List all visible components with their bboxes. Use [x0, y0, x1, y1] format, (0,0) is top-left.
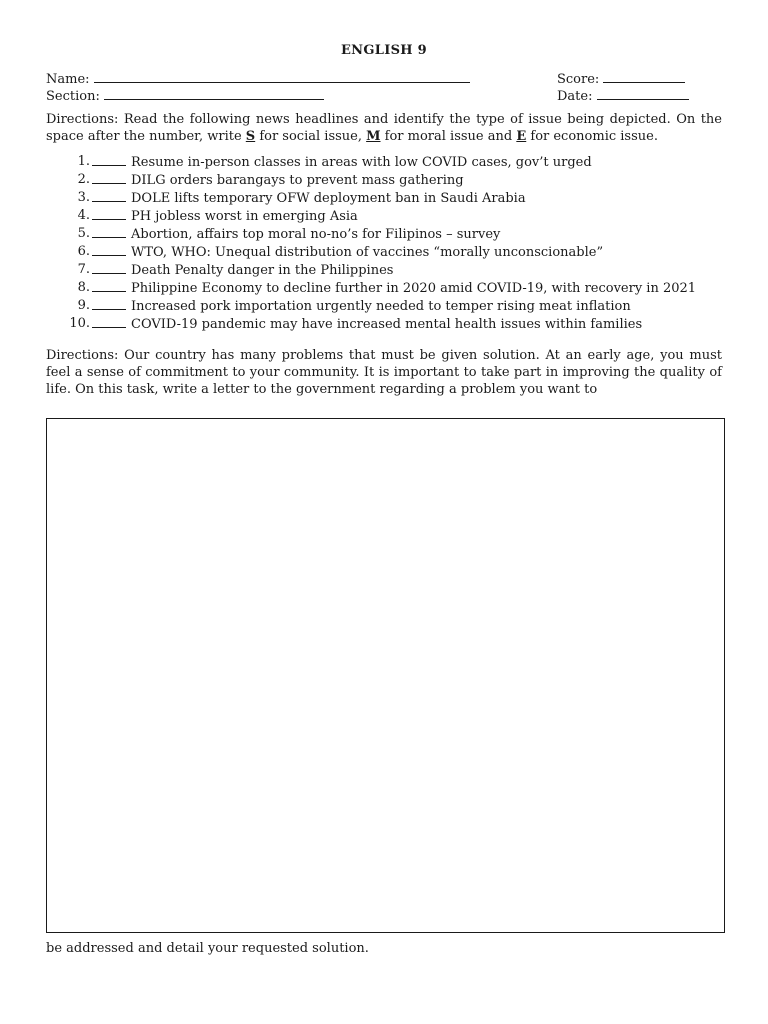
item-number: 1. [77, 154, 90, 169]
headline-text: PH jobless worst in emerging Asia [131, 209, 358, 224]
answer-blank[interactable] [92, 207, 126, 220]
item-number: 8. [77, 280, 90, 295]
answer-blank[interactable] [92, 261, 126, 274]
name-label: Name: [46, 72, 90, 87]
date-label: Date: [557, 89, 593, 104]
headline-text: Philippine Economy to decline further in 2020 amid COVID-19, with recovery in 2021 [131, 281, 697, 296]
score-label: Score: [557, 72, 600, 87]
social-code: S [245, 129, 256, 144]
answer-blank[interactable] [92, 189, 126, 202]
date-field[interactable] [557, 87, 689, 105]
list-item [46, 315, 726, 333]
date-blank[interactable] [597, 87, 689, 100]
name-field[interactable] [46, 70, 470, 88]
headline-text: Abortion, affairs top moral no-no’s for Filipinos – survey [131, 227, 501, 242]
score-blank[interactable] [603, 70, 685, 83]
item-number: 7. [77, 262, 90, 277]
answer-blank[interactable] [92, 279, 126, 292]
letter-answer-box[interactable] [46, 418, 725, 933]
item-number: 9. [77, 298, 90, 313]
item-number: 2. [77, 172, 90, 187]
answer-blank[interactable] [92, 315, 126, 328]
headline-text: Increased pork importation urgently needed to temper rising meat inflation [131, 299, 631, 314]
headline-text: WTO, WHO: Unequal distribution of vaccines “morally unconscionable” [131, 245, 604, 260]
list-item [46, 225, 726, 243]
section-label: Section: [46, 89, 100, 104]
answer-blank[interactable] [92, 297, 126, 310]
list-item [46, 171, 726, 189]
directions-part1 [46, 111, 722, 145]
headline-text: Resume in-person classes in areas with low COVID cases, gov’t urged [131, 155, 592, 170]
list-item [46, 261, 726, 279]
headline-text: Death Penalty danger in the Philippines [131, 263, 394, 278]
item-number: 10. [69, 316, 90, 331]
list-item [46, 153, 726, 171]
directions1-mid1: for social issue, [255, 129, 367, 144]
answer-blank[interactable] [92, 225, 126, 238]
directions1-prefix: Directions: Read the following news headlines and identify the type of issue being depicted. On the space after the number, write [46, 112, 722, 144]
answer-blank[interactable] [92, 243, 126, 256]
list-item [46, 243, 726, 261]
directions1-mid2: for moral issue and [380, 129, 517, 144]
item-number: 4. [77, 208, 90, 223]
headline-text: DILG orders barangays to prevent mass gathering [131, 173, 464, 188]
headline-text: DOLE lifts temporary OFW deployment ban in Saudi Arabia [131, 191, 526, 206]
section-field[interactable] [46, 87, 324, 105]
score-field[interactable] [557, 70, 685, 88]
name-blank[interactable] [94, 70, 470, 83]
list-item [46, 207, 726, 225]
list-item [46, 189, 726, 207]
page-title: ENGLISH 9 [340, 43, 428, 58]
directions1-suffix: for economic issue. [526, 129, 658, 144]
directions-part2: Directions: Our country has many problems that must be given solution. At an early age, you must feel a sense of commitment to your community. It is important to take part in improving the quality of life. On this task, write a letter to the government regarding a problem you want to [46, 348, 722, 397]
item-number: 6. [77, 244, 90, 259]
item-number: 5. [77, 226, 90, 241]
answer-blank[interactable] [92, 153, 126, 166]
directions-continuation: be addressed and detail your requested solution. [46, 941, 369, 956]
moral-code: M [366, 129, 381, 144]
headline-text: COVID-19 pandemic may have increased mental health issues within families [131, 317, 643, 332]
list-item [46, 297, 726, 315]
headline-list [46, 153, 726, 333]
section-blank[interactable] [104, 87, 324, 100]
answer-blank[interactable] [92, 171, 126, 184]
item-number: 3. [77, 190, 90, 205]
list-item [46, 279, 726, 297]
economic-code: E [516, 129, 527, 144]
